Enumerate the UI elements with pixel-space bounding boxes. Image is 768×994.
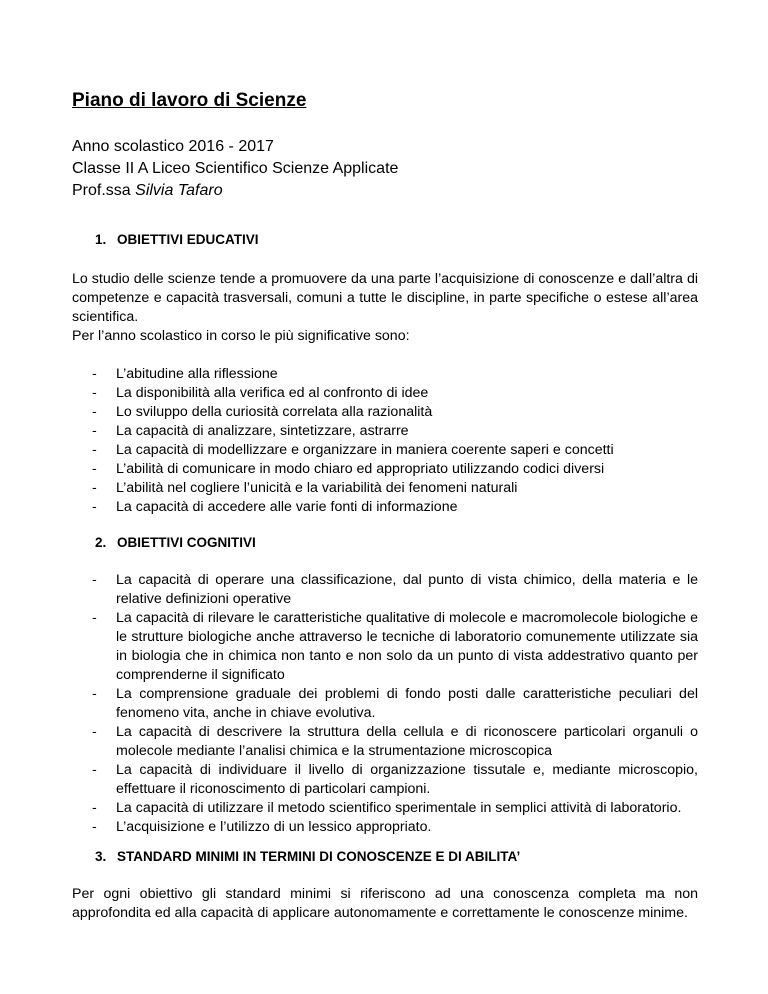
bullet-dash: - [92, 762, 97, 778]
section-title: OBIETTIVI COGNITIVI [117, 535, 256, 550]
list-item: - L’abilità nel cogliere l’unicità e la variabilità dei fenomeni naturali [92, 480, 518, 496]
school-year: Anno scolastico 2016 - 2017 [72, 138, 274, 155]
list-item: - La capacità di operare una classificazione, dal punto di vista chimico, della materia e le relative definizioni operative [92, 572, 698, 607]
bullet-dash: - [92, 800, 97, 816]
bullet-dash: - [92, 404, 97, 420]
bullet-dash: - [92, 442, 97, 458]
bullet-dash: - [92, 366, 97, 382]
bullet-dash: - [92, 686, 97, 702]
teacher-name: Silvia Tafaro [135, 182, 223, 199]
teacher-line [72, 182, 223, 200]
list-item: - L’abitudine alla riflessione [92, 366, 278, 382]
section-heading-educativi [95, 232, 259, 247]
section-number: 1. [95, 232, 107, 247]
section-heading-standard-minimi [95, 849, 520, 864]
section-title: STANDARD MINIMI IN TERMINI DI CONOSCENZE E DI ABILITA’ [117, 849, 521, 864]
bullet-dash: - [92, 480, 97, 496]
bullet-dash: - [92, 610, 97, 626]
class-info: Classe II A Liceo Scientifico Scienze Applicate [72, 160, 399, 177]
bullet-dash: - [92, 572, 97, 588]
list-item: - La capacità di rilevare le caratteristiche qualitative di molecole e macromolecole biologiche e le strutture biologiche anche attraverso le tecniche di laboratorio comunemente utilizzate sia in biologia che in chimica non tanto e non solo da un punto di vista addestrativo quanto per comprenderne il significato [92, 610, 698, 683]
list-item: - La capacità di utilizzare il metodo scientifico sperimentale in semplici attività di laboratorio. [92, 800, 682, 816]
bullet-dash: - [92, 385, 97, 401]
bullet-dash: - [92, 423, 97, 439]
educational-objectives-list [92, 365, 698, 517]
section-intro-paragraph: Per ogni obiettivo gli standard minimi si riferiscono ad una conoscenza completa ma non approfondita ed alla capacità di applicare autonomamente e correttamente le conoscenze minime. [72, 886, 698, 921]
list-item: - La capacità di modellizzare e organizzare in maniera coerente saperi e concetti [92, 442, 614, 458]
list-item: - Lo sviluppo della curiosità correlata alla razionalità [92, 404, 433, 420]
cognitive-objectives-list [92, 571, 698, 837]
page-title: Piano di lavoro di Scienze [72, 90, 307, 111]
bullet-dash: - [92, 499, 97, 515]
list-item: - La disponibilità alla verifica ed al confronto di idee [92, 385, 429, 401]
section-number: 3. [95, 849, 107, 864]
section-number: 2. [95, 535, 107, 550]
section-title: OBIETTIVI EDUCATIVI [117, 232, 259, 247]
bullet-dash: - [92, 819, 97, 835]
list-item: - La capacità di analizzare, sintetizzare, astrarre [92, 423, 409, 439]
section-heading-cognitivi [95, 535, 256, 550]
list-item: - L’abilità di comunicare in modo chiaro ed appropriato utilizzando codici diversi [92, 461, 605, 477]
list-item: - La comprensione graduale dei problemi di fondo posti dalle caratteristiche peculiari del fenomeno vita, anche in chiave evolutiva. [92, 686, 698, 721]
section-intro-paragraph-2: Per l’anno scolastico in corso le più significative sono: [72, 328, 410, 344]
bullet-dash: - [92, 724, 97, 740]
section-intro-paragraph: Lo studio delle scienze tende a promuovere da una parte l’acquisizione di conoscenze e dall’altra di competenze e capacità trasversali, comuni a tutte le discipline, in parte specifiche o estese all’area scientifica. [72, 271, 698, 325]
list-item: - La capacità di descrivere la struttura della cellula e di riconoscere particolari organuli o molecole mediante l’analisi chimica e la strumentazione microscopica [92, 724, 698, 759]
list-item: - La capacità di individuare il livello di organizzazione tissutale e, mediante microscopio, effettuare il riconoscimento di particolari campioni. [92, 762, 698, 797]
bullet-dash: - [92, 461, 97, 477]
teacher-prefix: Prof.ssa [72, 182, 131, 199]
list-item: - La capacità di accedere alle varie fonti di informazione [92, 499, 458, 515]
list-item: - L’acquisizione e l’utilizzo di un lessico appropriato. [92, 819, 432, 835]
